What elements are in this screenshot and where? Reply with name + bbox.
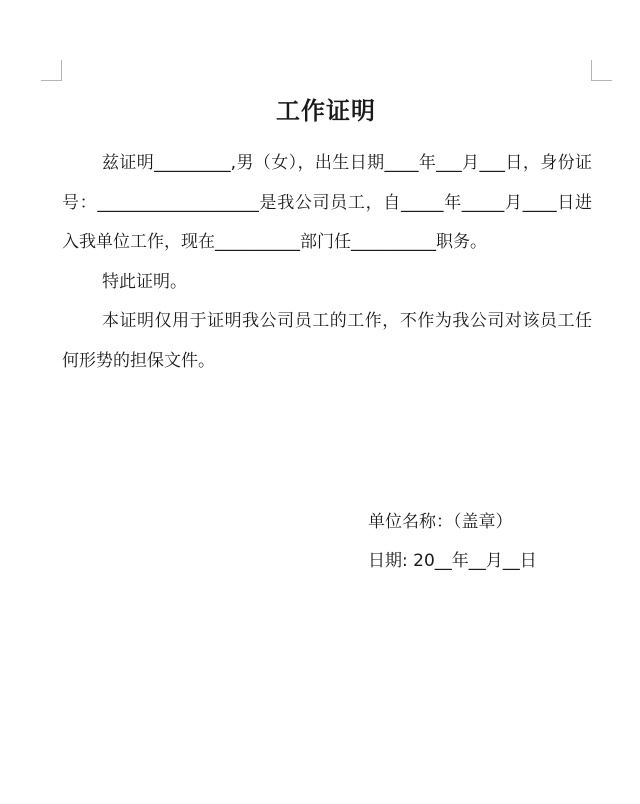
document-title: 工作证明 xyxy=(276,96,376,125)
certificate-paragraph: 兹证明_________,男（女），出生日期____年___月___日，身份证号：___________________是我公司员工，自_____年_____月____日进入我单位工作，现在__________部门任__________职务。 xyxy=(62,153,592,252)
unit-name-seal-line: 单位名称：（盖章） xyxy=(368,512,513,532)
corner-mark-top-left xyxy=(41,60,62,81)
date-line: 日期: 20__年__月__日 xyxy=(368,551,537,571)
document-body xyxy=(62,144,592,381)
hereby-certify-paragraph: 特此证明。 xyxy=(102,271,187,292)
disclaimer-paragraph: 本证明仅用于证明我公司员工的工作，不作为我公司对该员工任何形势的担保文件。 xyxy=(62,311,592,371)
corner-mark-top-right xyxy=(591,60,612,81)
